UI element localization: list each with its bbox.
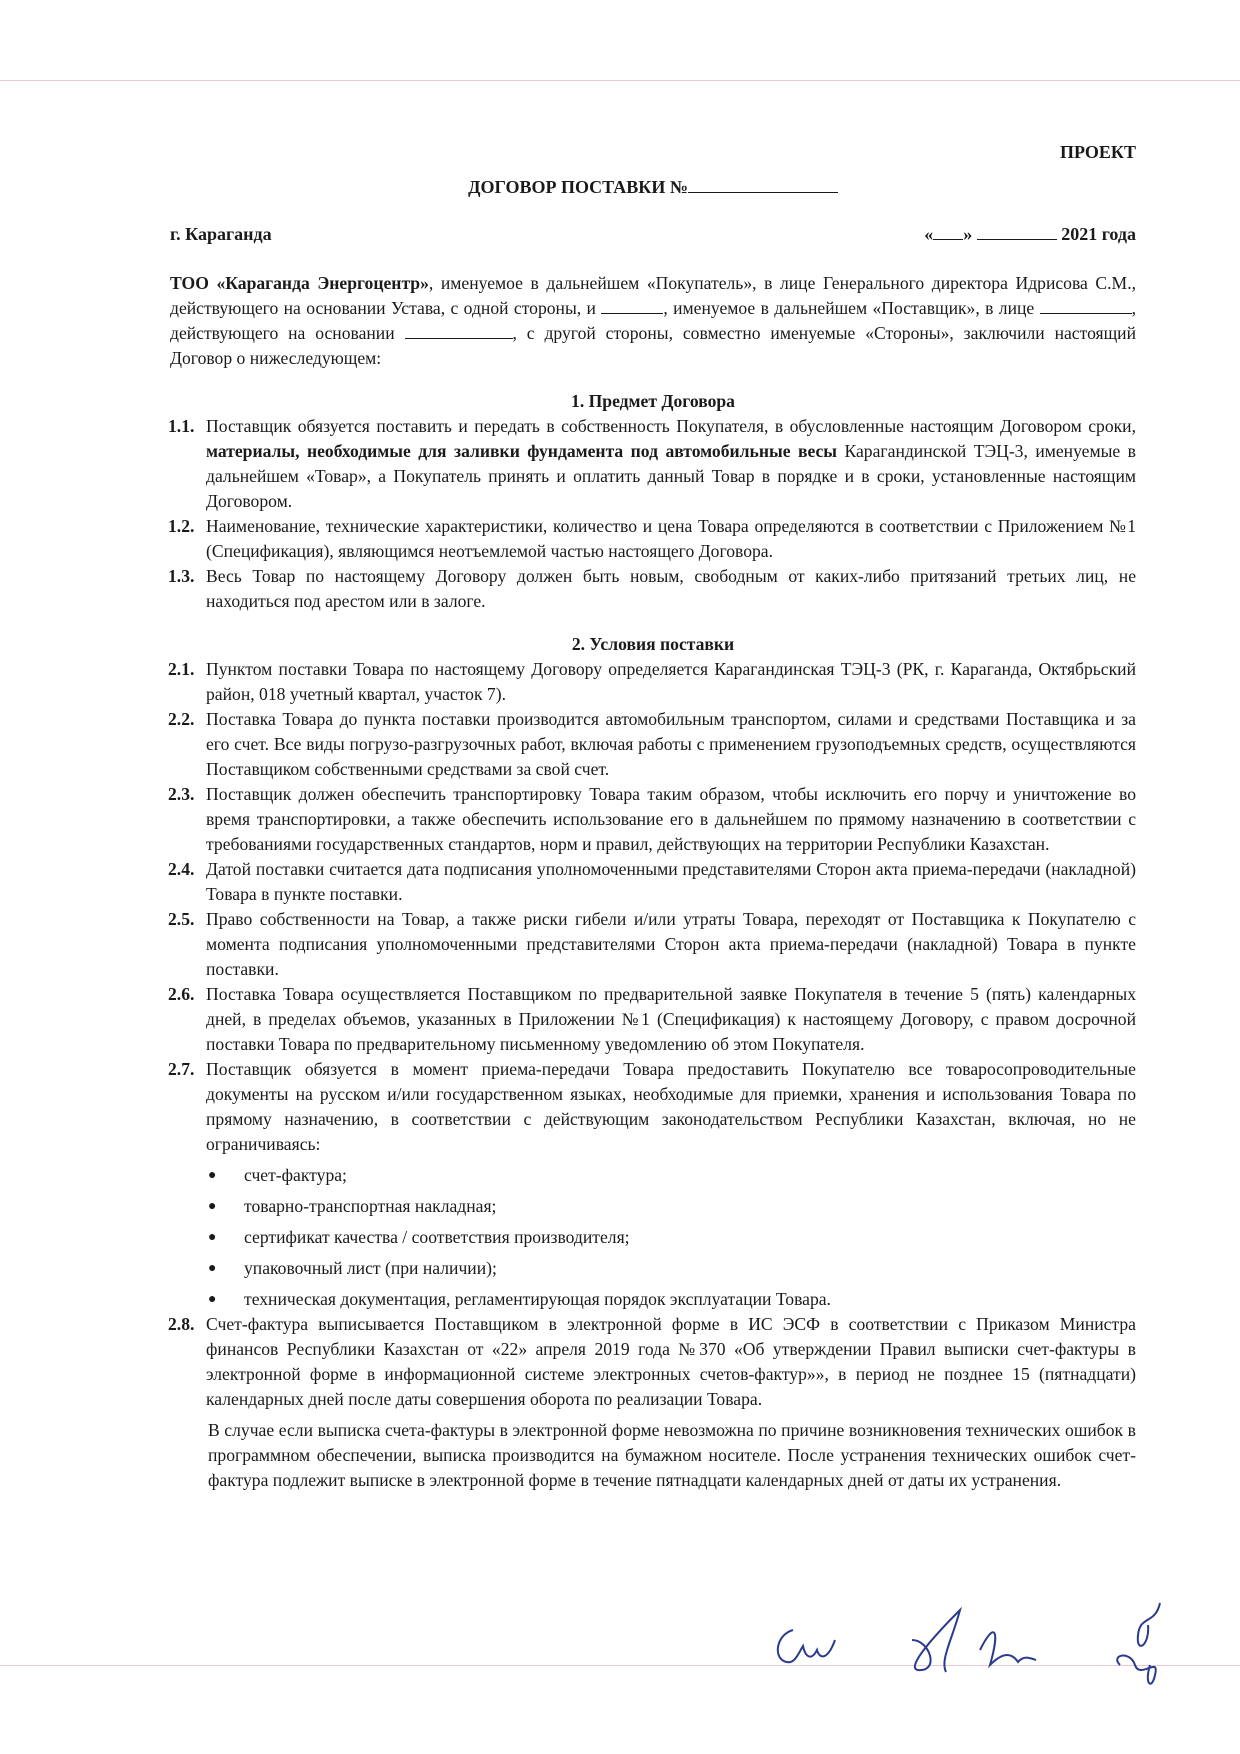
- clause-text: Поставка Товара осуществляется Поставщиком по предварительной заявке Покупателя в течение 5 (пять) календарных дней, в пределах объемов, указанных в Приложении №1 (Спецификация) к настоящему Договору, с правом досрочной поставки Товара по предварительному письменному уведомлению об этом Покупателя.: [206, 984, 1136, 1054]
- bullet-icon: ●: [208, 1261, 217, 1276]
- contract-date: [924, 222, 1136, 247]
- clause-number: 1.3.: [168, 566, 195, 586]
- bullet-text: техническая документация, регламентирующая порядок эксплуатации Товара.: [244, 1289, 831, 1309]
- bullet-text: упаковочный лист (при наличии);: [244, 1258, 497, 1278]
- clause-text: Поставщик должен обеспечить транспортировку Товара таким образом, чтобы исключить его порчу и уничтожение во время транспортировки, а также обеспечить использование его в дальнейшем по прямому назначению в соответствии с требованиями государственных стандартов, норм и правил, действующих на территории Республики Казахстан.: [206, 784, 1136, 854]
- list-item: [170, 1225, 1136, 1250]
- clause-text: Наименование, технические характеристики, количество и цена Товара определяются в соответствии с Приложением №1 (Спецификация), являющимся неотъемлемой частью настоящего Договора.: [206, 516, 1136, 561]
- clause-text: Поставщик обязуется в момент приема-передачи Товара предоставить Покупателю все товаросопроводительные документы на русском и/или государственном языках, необходимые для приемки, хранения и использования Товара по прямому назначению, в соответствии с действующим законодательством Республики Казахстан, включая, но не ограничиваясь:: [206, 1059, 1136, 1154]
- bullet-text: сертификат качества / соответствия производителя;: [244, 1227, 630, 1247]
- list-item: [170, 1256, 1136, 1281]
- list-item: [170, 1163, 1136, 1188]
- clause-2-2: [170, 707, 1136, 782]
- draft-stamp: ПРОЕКТ: [1060, 142, 1136, 162]
- bullet-icon: ●: [208, 1230, 217, 1245]
- bullet-text: товарно-транспортная накладная;: [244, 1196, 497, 1216]
- clause-number: 2.4.: [168, 859, 195, 879]
- preamble: [170, 271, 1136, 371]
- clause-1-2: [170, 514, 1136, 564]
- clause-2-1: [170, 657, 1136, 707]
- section-1-title: 1. Предмет Договора: [571, 391, 735, 411]
- date-close-quote: »: [963, 224, 973, 244]
- list-item: [170, 1287, 1136, 1312]
- bullet-icon: ●: [208, 1168, 217, 1183]
- clause-text: Пунктом поставки Товара по настоящему Договору определяется Карагандинская ТЭЦ-3 (РК, г. Караганда, Октябрьский район, 018 учетный квартал, участок 7).: [206, 659, 1136, 704]
- clause-number: 2.3.: [168, 784, 195, 804]
- month-blank: [977, 223, 1057, 240]
- section-2-title: 2. Условия поставки: [571, 634, 735, 654]
- clause-2-6: [170, 982, 1136, 1057]
- clause-text: Право собственности на Товар, а также риски гибели и/или утраты Товара, переходят от Поставщика к Покупателю с момента подписания уполномоченными представителями Сторон акта приема-передачи (накладной) Товара в пункте поставки.: [206, 909, 1136, 979]
- clause-text: Поставка Товара до пункта поставки производится автомобильным транспортом, силами и средствами Поставщика и за его счет. Все виды погрузо-разгрузочных работ, включая работы с применением грузоподъемных средств, осуществляются Поставщиком собственными средствами за свой счет.: [206, 709, 1136, 779]
- representative-blank: [1040, 297, 1132, 314]
- clause-1-1: [170, 414, 1136, 514]
- clause-1-1-bold: материалы, необходимые для заливки фундамента под автомобильные весы: [206, 441, 838, 461]
- clause-number: 1.1.: [168, 416, 195, 436]
- list-item: [170, 1194, 1136, 1219]
- clause-number: 2.8.: [168, 1314, 195, 1334]
- date-year: 2021 года: [1061, 224, 1136, 244]
- contract-page: [170, 140, 1136, 1493]
- clause-text: [206, 414, 1136, 514]
- bullet-text: счет-фактура;: [244, 1165, 347, 1185]
- top-divider: [0, 80, 1240, 81]
- clause-number: 2.7.: [168, 1059, 195, 1079]
- preamble-part-3: , действующего на основании: [170, 298, 1136, 343]
- clause-number: 2.5.: [168, 909, 195, 929]
- contract-number-blank: [688, 174, 838, 193]
- clause-text: Весь Товар по настоящему Договору должен быть новым, свободным от каких-либо притязаний третьих лиц, не находиться под арестом или в залоге.: [206, 566, 1136, 611]
- clause-text: Датой поставки считается дата подписания уполномоченными представителями Сторон акта приема-передачи (накладной) Товара в пункте поставки.: [206, 859, 1136, 904]
- clause-number: 2.2.: [168, 709, 195, 729]
- bullet-icon: ●: [208, 1292, 217, 1307]
- buyer-company: ТОО «Караганда Энергоцентр»: [170, 273, 429, 293]
- signature-3: [1100, 1595, 1180, 1695]
- clause-2-8: [170, 1312, 1136, 1412]
- preamble-part-2: , именуемое в дальнейшем «Поставщик», в лице: [663, 298, 1040, 318]
- supplier-blank: [601, 297, 663, 314]
- clause-number: 1.2.: [168, 516, 195, 536]
- clause-1-1-pre: Поставщик обязуется поставить и передать в собственность Покупателя, в обусловленные настоящим Договором сроки,: [206, 416, 1136, 436]
- signature-2: [900, 1600, 1070, 1680]
- signature-1: [765, 1600, 865, 1670]
- clause-2-8-paragraph: В случае если выписка счета-фактуры в электронной форме невозможна по причине возникновения технических ошибок в программном обеспечении, выписка производится на бумажном носителе. После устранения технических ошибок счет-фактура подлежит выписке в электронной форме в течение пятнадцати календарных дней от даты их устранения.: [208, 1420, 1136, 1490]
- clause-2-4: [170, 857, 1136, 907]
- clause-2-7: [170, 1057, 1136, 1157]
- bullet-icon: ●: [208, 1199, 217, 1214]
- city-date-row: [170, 222, 1136, 247]
- preamble-part-4: , с другой стороны, совместно именуемые «Стороны», заключили настоящий Договор о нижеследующем:: [170, 323, 1137, 368]
- basis-blank: [405, 322, 513, 339]
- document-title: [170, 174, 1136, 200]
- clause-1-1-post: Карагандинской ТЭЦ-3, именуемые в дальнейшем «Товар», а Покупатель принять и оплатить данный Товар в порядке и в сроки, установленные настоящим Договором.: [206, 441, 1136, 511]
- clause-number: 2.6.: [168, 984, 195, 1004]
- preamble-part-1: , именуемое в дальнейшем «Покупатель», в лице Генерального директора Идрисова С.М., действующего на основании Устава, с одной стороны, и: [170, 273, 1136, 318]
- day-blank: [933, 223, 963, 240]
- clause-2-5: [170, 907, 1136, 982]
- date-open-quote: «: [924, 224, 934, 244]
- clause-number: 2.1.: [168, 659, 195, 679]
- city: г. Караганда: [170, 224, 272, 244]
- clause-1-3: [170, 564, 1136, 614]
- title-text: ДОГОВОР ПОСТАВКИ №: [468, 177, 688, 197]
- clause-text: Счет-фактура выписывается Поставщиком в электронной форме в ИС ЭСФ в соответствии с Приказом Министра финансов Республики Казахстан от «22» апреля 2019 года №370 «Об утверждении Правил выписки счет-фактуры в электронной форме в информационной системе электронных счетов-фактур»», в период не позднее 15 (пятнадцати) календарных дней после даты совершения оборота по реализации Товара.: [206, 1314, 1136, 1409]
- clause-2-3: [170, 782, 1136, 857]
